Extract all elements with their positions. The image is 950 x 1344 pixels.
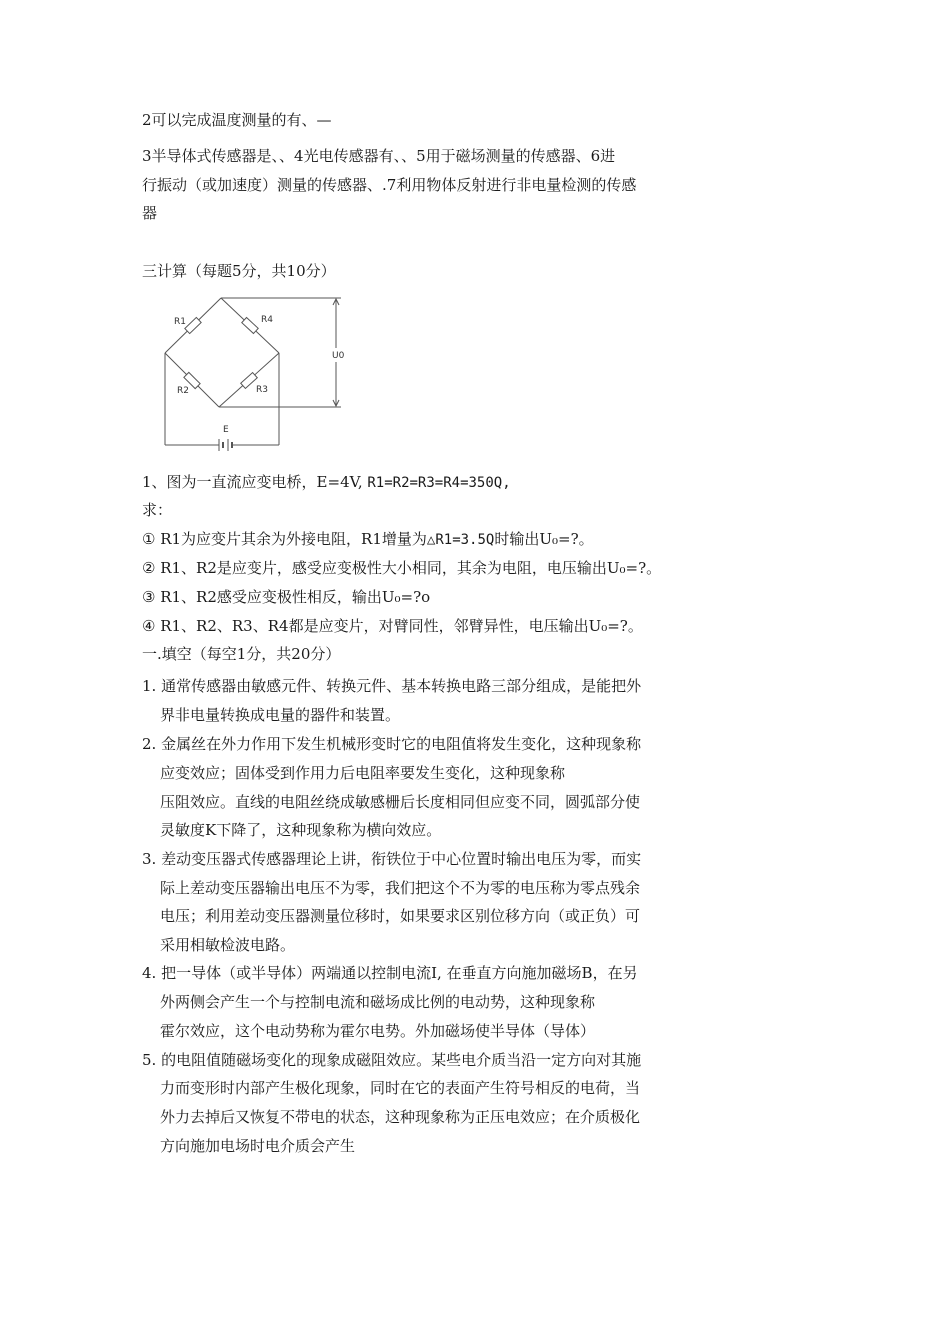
section-heading-fill: 一.填空（每空1分，共20分） bbox=[142, 645, 341, 663]
resistor-r4 bbox=[242, 317, 258, 333]
fill-line: 灵敏度K下降了，这种现象称为横向效应。 bbox=[160, 821, 442, 839]
label-r2: R2 bbox=[177, 386, 189, 396]
problem-item-3: ③ R1、R2感受应变极性相反，输出U₀=?o bbox=[142, 588, 431, 606]
section-heading-calc: 三计算（每题5分，共10分） bbox=[142, 262, 336, 280]
fill-line: 应变效应；固体受到作用力后电阻率要发生变化，这种现象称 bbox=[160, 764, 566, 782]
problem-item-1: ① R1为应变片其余为外接电阻，R1增量为△R1=3.5Q时输出U₀=?。 bbox=[142, 530, 594, 548]
fill-line: 压阻效应。直线的电阻丝绕成敏感栅后长度相同但应变不同，圆弧部分使 bbox=[160, 793, 641, 811]
resistor-r1 bbox=[185, 317, 201, 333]
fill-line: 方向施加电场时电介质会产生 bbox=[160, 1137, 356, 1155]
fill-line: 界非电量转换成电量的器件和装置。 bbox=[160, 706, 401, 724]
fill-line: 采用相敏检波电路。 bbox=[160, 936, 296, 954]
fill-line: 3. 差动变压器式传感器理论上讲，衔铁位于中心位置时输出电压为零，而实 bbox=[142, 850, 642, 868]
fill-line: 5. 的电阻值随磁场变化的现象成磁阻效应。某些电介质当沿一定方向对其施 bbox=[142, 1051, 642, 1069]
problem-ask: 求： bbox=[142, 501, 173, 519]
text-line: 3半导体式传感器是、、4光电传感器有、、5用于磁场测量的传感器、6进 bbox=[142, 147, 616, 165]
label-r4: R4 bbox=[261, 315, 273, 325]
label-u0: U0 bbox=[332, 351, 345, 361]
label-r1: R1 bbox=[174, 317, 186, 327]
text-line: 行振动（或加速度）测量的传感器、.7利用物体反射进行非电量检测的传感 bbox=[142, 176, 637, 194]
resistor-r3 bbox=[241, 373, 258, 389]
problem-item-4: ④ R1、R2、R3、R4都是应变片，对臂同性，邻臂异性，电压输出U₀=?。 bbox=[142, 617, 643, 635]
fill-line: 际上差动变压器输出电压不为零，我们把这个不为零的电压称为零点残余 bbox=[160, 879, 641, 897]
fill-line: 霍尔效应，这个电动势称为霍尔电势。外加磁场使半导体（导体） bbox=[160, 1022, 596, 1040]
fill-line: 外两侧会产生一个与控制电流和磁场成比例的电动势，这种现象称 bbox=[160, 993, 596, 1011]
fill-line: 力而变形时内部产生极化现象，同时在它的表面产生符号相反的电荷，当 bbox=[160, 1079, 641, 1097]
bridge-circuit-diagram bbox=[155, 290, 355, 452]
fill-line: 2. 金属丝在外力作用下发生机械形变时它的电阻值将发生变化，这种现象称 bbox=[142, 735, 642, 753]
fill-line: 4. 把一导体（或半导体）两端通以控制电流I, 在垂直方向施加磁场B，在另 bbox=[142, 964, 638, 982]
battery-symbol bbox=[219, 439, 232, 451]
problem-statement: 1、图为一直流应变电桥，E=4V, R1=R2=R3=R4=350Q, bbox=[142, 473, 511, 491]
label-e: E bbox=[223, 425, 229, 435]
problem-item-2: ② R1、R2是应变片，感受应变极性大小相同，其余为电阻，电压输出U₀=?。 bbox=[142, 559, 662, 577]
fill-line: 1. 通常传感器由敏感元件、转换元件、基本转换电路三部分组成，是能把外 bbox=[142, 677, 642, 695]
fill-line: 外力去掉后又恢复不带电的状态，这种现象称为正压电效应；在介质极化 bbox=[160, 1108, 641, 1126]
label-r3: R3 bbox=[256, 385, 268, 395]
text-line: 2可以完成温度测量的有、— bbox=[142, 111, 332, 129]
text-line: 器 bbox=[142, 204, 158, 222]
fill-line: 电压；利用差动变压器测量位移时，如果要求区别位移方向（或正负）可 bbox=[160, 907, 641, 925]
